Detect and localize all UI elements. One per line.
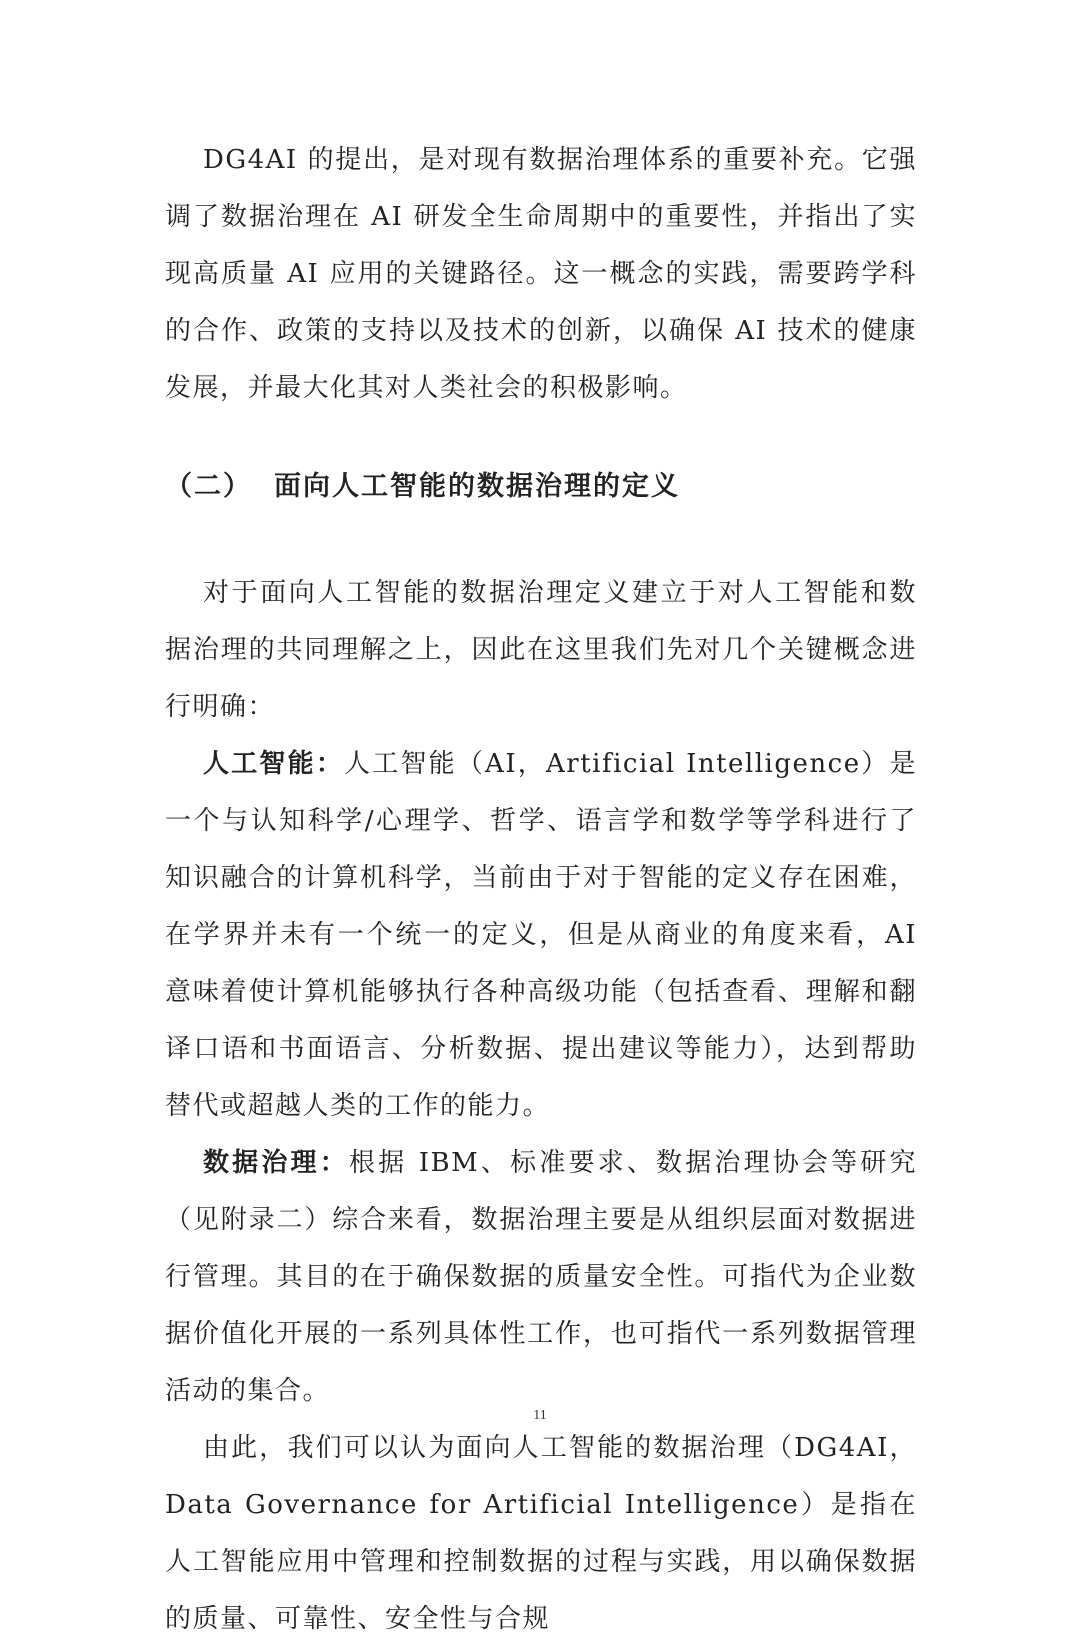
paragraph-dg4ai-definition: 由此，我们可以认为面向人工智能的数据治理（DG4AI，Data Governance for Artificial Intelligence）是指在人工智能应用中管理和控制数据的过程与实践，用以确保数据的质量、可靠性、安全性与合规: [165, 1433, 917, 1634]
term-data-governance: 数据治理：: [203, 1148, 349, 1178]
page-number: 11: [533, 1408, 547, 1423]
paragraph-dg4ai-summary: DG4AI 的提出，是对现有数据治理体系的重要补充。它强调了数据治理在 AI 研发全生命周期中的重要性，并指出了实现高质量 AI 应用的关键路径。这一概念的实践，需要跨学科的合作、政策的支持以及技术的创新，以确保 AI 技术的健康发展，并最大化其对人类社会的积极影响。: [165, 145, 917, 403]
ai-definition-text: 人工智能（AI，Artificial Intelligence）是一个与认知科学/心理学、哲学、语言学和数学等学科进行了知识融合的计算机科学，当前由于对于智能的定义存在困难，在学界并未有一个统一的定义，但是从商业的角度来看，AI 意味着使计算机能够执行各种高级功能（包括查看、理解和翻译口语和书面语言、分析数据、提出建议等能力），达到帮助替代或超越人类的工作的能力。: [165, 749, 917, 1121]
section-heading: [165, 467, 917, 507]
section-number: （二）: [165, 471, 252, 502]
data-governance-definition-text: 根据 IBM、标准要求、数据治理协会等研究（见附录二）综合来看，数据治理主要是从组织层面对数据进行管理。其目的在于确保数据的质量安全性。可指代为企业数据价值化开展的一系列具体性工作，也可指代一系列数据管理活动的集合。: [165, 1148, 917, 1406]
paragraph-intro: 对于面向人工智能的数据治理定义建立于对人工智能和数据治理的共同理解之上，因此在这里我们先对几个关键概念进行明确：: [165, 578, 917, 722]
section-title: 面向人工智能的数据治理的定义: [274, 471, 680, 502]
term-ai: 人工智能：: [203, 749, 345, 779]
paragraph-data-governance-definition: [165, 1135, 917, 1420]
paragraph-ai-definition: [165, 736, 917, 1135]
